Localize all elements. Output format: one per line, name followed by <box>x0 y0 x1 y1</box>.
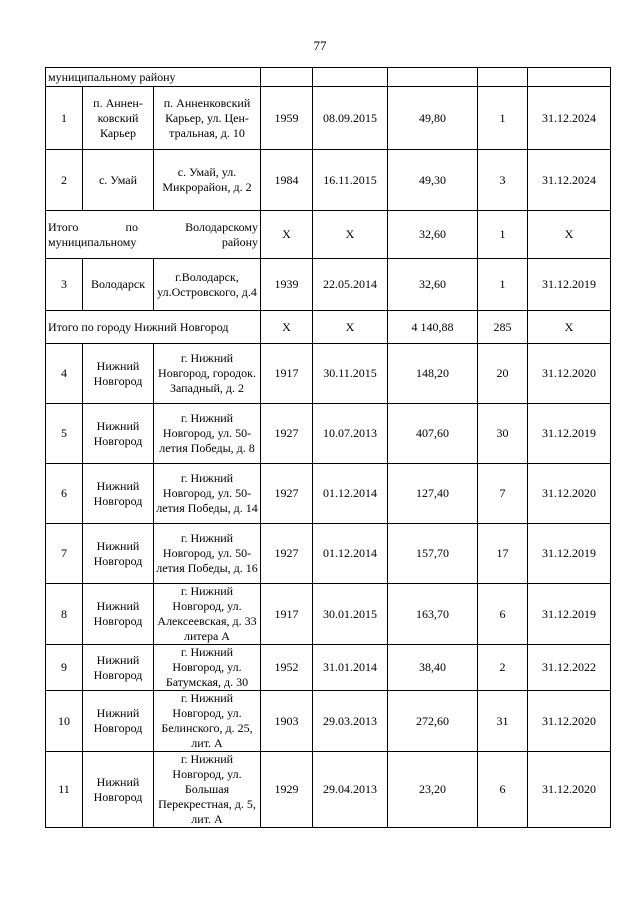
address: г. Нижний Новгород, ул. Батумская, д. 30 <box>154 645 261 691</box>
row-number: 2 <box>46 150 83 211</box>
continuation-label: муниципальному району <box>46 68 261 87</box>
deadline: 31.12.2022 <box>528 645 611 691</box>
table-row <box>46 259 611 311</box>
address: г. Нижний Новгород, ул. Алексеевская, д. 33 литера А <box>154 584 261 645</box>
resident-count: 6 <box>478 752 528 828</box>
build-year: 1952 <box>261 645 313 691</box>
table-row <box>46 752 611 828</box>
area: 157,70 <box>388 524 478 584</box>
resident-count: 3 <box>478 150 528 211</box>
resident-count: 2 <box>478 645 528 691</box>
address: г. Нижний Новгород, ул. 50-летия Победы, д. 14 <box>154 464 261 524</box>
recognition-date: X <box>313 211 388 259</box>
deadline: 31.12.2020 <box>528 752 611 828</box>
table-row <box>46 87 611 150</box>
deadline: 31.12.2024 <box>528 150 611 211</box>
recognition-date: 01.12.2014 <box>313 524 388 584</box>
settlement-name: Нижний Новгород <box>83 691 154 752</box>
address: г. Нижний Новгород, ул. 50-летия Победы, д. 16 <box>154 524 261 584</box>
area: 127,40 <box>388 464 478 524</box>
table-row <box>46 584 611 645</box>
recognition-date: 10.07.2013 <box>313 404 388 464</box>
area: 23,20 <box>388 752 478 828</box>
settlement-name: Нижний Новгород <box>83 584 154 645</box>
deadline: 31.12.2019 <box>528 259 611 311</box>
row-number: 1 <box>46 87 83 150</box>
area: 163,70 <box>388 584 478 645</box>
settlement-name: Нижний Новгород <box>83 344 154 404</box>
deadline: X <box>528 311 611 344</box>
area: 4 140,88 <box>388 311 478 344</box>
address: г. Нижний Новгород, ул. Большая Перекрестная, д. 5, лит. А <box>154 752 261 828</box>
resident-count: 6 <box>478 584 528 645</box>
build-year: 1927 <box>261 464 313 524</box>
address: г.Володарск, ул.Островского, д.4 <box>154 259 261 311</box>
settlement-name: Нижний Новгород <box>83 752 154 828</box>
settlement-name: Нижний Новгород <box>83 464 154 524</box>
build-year: X <box>261 311 313 344</box>
area: 32,60 <box>388 259 478 311</box>
total-row <box>46 311 611 344</box>
resident-count: 285 <box>478 311 528 344</box>
area: 407,60 <box>388 404 478 464</box>
deadline: 31.12.2019 <box>528 584 611 645</box>
row-number: 3 <box>46 259 83 311</box>
build-year: 1984 <box>261 150 313 211</box>
settlement-name: с. Умай <box>83 150 154 211</box>
build-year: 1959 <box>261 87 313 150</box>
row-number: 8 <box>46 584 83 645</box>
table-row <box>46 344 611 404</box>
deadline: 31.12.2024 <box>528 87 611 150</box>
deadline: 31.12.2019 <box>528 404 611 464</box>
build-year: 1929 <box>261 752 313 828</box>
build-year: X <box>261 211 313 259</box>
recognition-date: 22.05.2014 <box>313 259 388 311</box>
row-number: 4 <box>46 344 83 404</box>
row-number: 9 <box>46 645 83 691</box>
resident-count: 1 <box>478 87 528 150</box>
build-year: 1927 <box>261 524 313 584</box>
total-row <box>46 211 611 259</box>
recognition-date: 29.03.2013 <box>313 691 388 752</box>
recognition-date: 16.11.2015 <box>313 150 388 211</box>
deadline: X <box>528 211 611 259</box>
settlement-name: п. Аннен-ковский Карьер <box>83 87 154 150</box>
recognition-date: 30.11.2015 <box>313 344 388 404</box>
address: г. Нижний Новгород, ул. 50-летия Победы, д. 8 <box>154 404 261 464</box>
total-label: Итого по городу Нижний Новгород <box>46 311 261 344</box>
continuation-row <box>46 68 611 87</box>
resident-count: 1 <box>478 259 528 311</box>
resident-count: 17 <box>478 524 528 584</box>
resident-count: 1 <box>478 211 528 259</box>
table-row <box>46 464 611 524</box>
build-year: 1917 <box>261 584 313 645</box>
address: п. Анненковский Карьер, ул. Цен-тральная, д. 10 <box>154 87 261 150</box>
area: 272,60 <box>388 691 478 752</box>
resident-count: 7 <box>478 464 528 524</box>
housing-table <box>45 67 611 828</box>
build-year: 1917 <box>261 344 313 404</box>
row-number: 6 <box>46 464 83 524</box>
address: с. Умай, ул. Микрорайон, д. 2 <box>154 150 261 211</box>
deadline: 31.12.2020 <box>528 691 611 752</box>
table-row <box>46 645 611 691</box>
area: 148,20 <box>388 344 478 404</box>
resident-count: 31 <box>478 691 528 752</box>
table-row <box>46 150 611 211</box>
settlement-name: Володарск <box>83 259 154 311</box>
settlement-name: Нижний Новгород <box>83 404 154 464</box>
settlement-name: Нижний Новгород <box>83 524 154 584</box>
resident-count: 20 <box>478 344 528 404</box>
resident-count: 30 <box>478 404 528 464</box>
build-year: 1939 <box>261 259 313 311</box>
row-number: 5 <box>46 404 83 464</box>
address: г. Нижний Новгород, ул. Белинского, д. 25, лит. А <box>154 691 261 752</box>
area: 32,60 <box>388 211 478 259</box>
settlement-name: Нижний Новгород <box>83 645 154 691</box>
recognition-date: 30.01.2015 <box>313 584 388 645</box>
build-year: 1903 <box>261 691 313 752</box>
row-number: 10 <box>46 691 83 752</box>
recognition-date: 29.04.2013 <box>313 752 388 828</box>
area: 38,40 <box>388 645 478 691</box>
table-row <box>46 691 611 752</box>
table-row <box>46 404 611 464</box>
recognition-date: 01.12.2014 <box>313 464 388 524</box>
deadline: 31.12.2020 <box>528 464 611 524</box>
address: г. Нижний Новгород, городок. Западный, д. 2 <box>154 344 261 404</box>
recognition-date: 08.09.2015 <box>313 87 388 150</box>
row-number: 11 <box>46 752 83 828</box>
recognition-date: 31.01.2014 <box>313 645 388 691</box>
area: 49,80 <box>388 87 478 150</box>
page-number: 77 <box>313 38 327 53</box>
area: 49,30 <box>388 150 478 211</box>
recognition-date: X <box>313 311 388 344</box>
build-year: 1927 <box>261 404 313 464</box>
table-row <box>46 524 611 584</box>
total-label: Итого по Володарскому муниципальному району <box>46 211 261 259</box>
row-number: 7 <box>46 524 83 584</box>
deadline: 31.12.2020 <box>528 344 611 404</box>
deadline: 31.12.2019 <box>528 524 611 584</box>
